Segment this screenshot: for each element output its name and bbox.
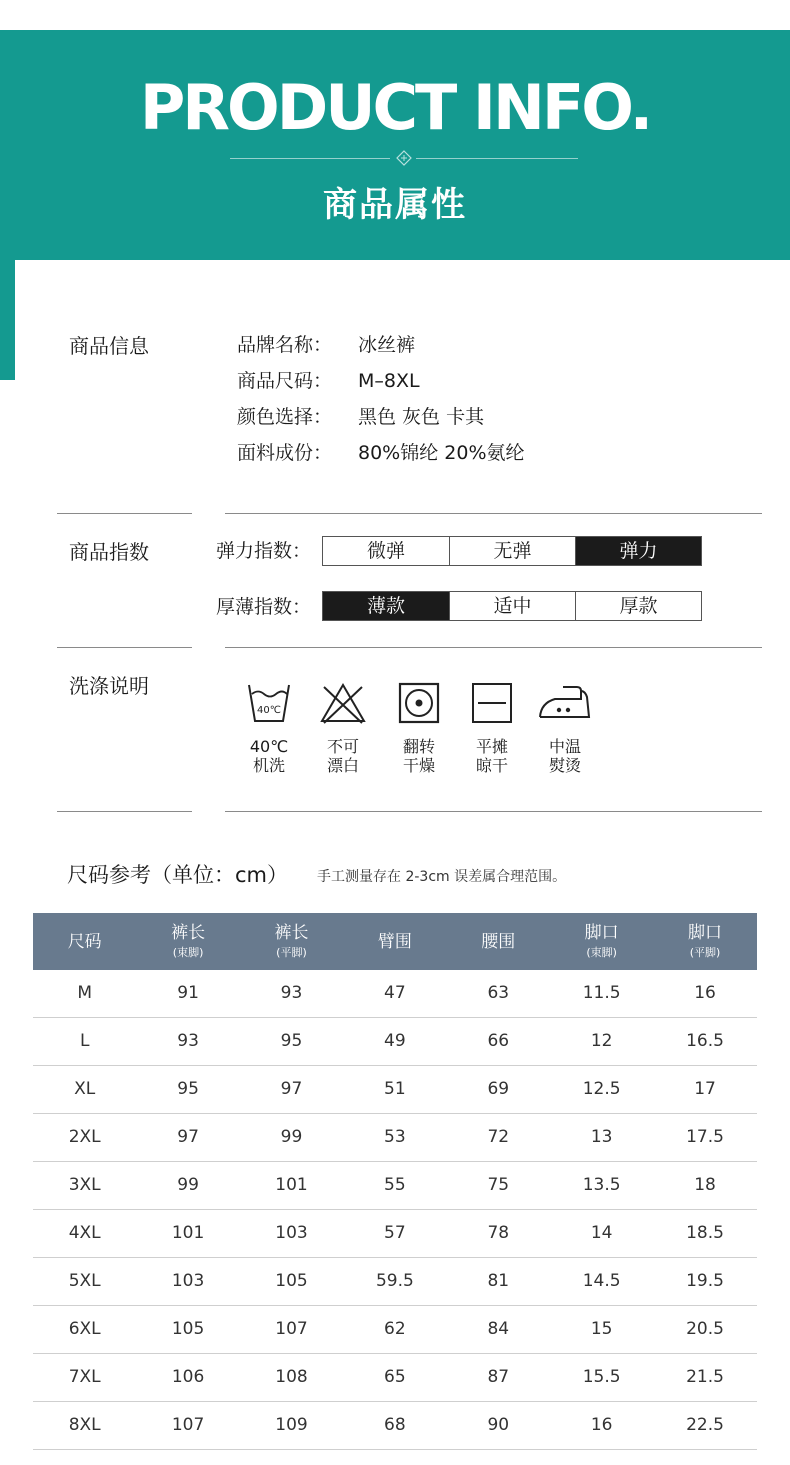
table-cell: 75: [487, 1175, 510, 1195]
header-sublabel: (平脚): [276, 946, 307, 959]
product-info-key: 品牌名称：: [237, 334, 333, 356]
table-header-cell: [653, 913, 756, 970]
divider: [225, 811, 762, 812]
table-cell: 78: [487, 1223, 510, 1243]
wash-instruction-item: 不可 漂白: [313, 681, 373, 775]
table-row: [33, 1162, 757, 1210]
table-row: [33, 1018, 757, 1066]
elasticity-option: 无弹: [449, 537, 575, 565]
header-label: 脚口: [584, 923, 619, 943]
table-cell: 109: [275, 1415, 308, 1435]
table-cell: 2XL: [68, 1127, 101, 1147]
table-cell: 99: [280, 1127, 303, 1147]
product-info-value: 80%锦纶 20%氨纶: [358, 442, 525, 464]
size-table-header: [33, 913, 757, 970]
thickness-index-label: 厚薄指数：: [216, 596, 312, 618]
table-row: [33, 1354, 757, 1402]
wash-instruction-item: 中温 熨烫: [535, 681, 595, 775]
elasticity-option: 弹力: [575, 537, 701, 565]
table-cell: 93: [177, 1031, 199, 1051]
table-cell: 19.5: [686, 1271, 724, 1291]
table-cell: 72: [487, 1127, 510, 1147]
header-sublabel: (束脚): [172, 946, 204, 959]
banner-subtitle: 商品属性: [323, 185, 467, 225]
section-label-washing: 洗涤说明: [69, 674, 149, 698]
no-bleach-icon: [318, 681, 368, 725]
product-info-key: 颜色选择：: [237, 406, 333, 428]
table-cell: 12.5: [582, 1079, 621, 1099]
wash-instruction-item: 平摊 晾干: [462, 681, 522, 775]
table-cell: 87: [487, 1367, 510, 1387]
table-cell: 47: [384, 983, 406, 1003]
table-cell: 97: [177, 1127, 199, 1147]
table-cell: 53: [384, 1127, 406, 1147]
table-cell: 4XL: [68, 1223, 101, 1243]
header-label: 腰围: [481, 931, 516, 952]
thickness-option: 厚款: [575, 592, 701, 620]
table-cell: 105: [171, 1319, 205, 1339]
table-cell: XL: [74, 1079, 96, 1099]
table-cell: 49: [384, 1031, 406, 1051]
table-row: [33, 1114, 757, 1162]
size-chart-note: 手工测量存在 2-3cm 误差属合理范围。: [317, 869, 567, 885]
table-cell: 59.5: [375, 1271, 414, 1291]
table-cell: 93: [280, 983, 303, 1003]
header-label: 臂围: [377, 931, 412, 952]
table-cell: 14.5: [582, 1271, 621, 1291]
header-label: 脚口: [688, 923, 723, 943]
wash-instruction-item: 翻转 干燥: [389, 681, 449, 775]
divider: [225, 647, 762, 648]
table-cell: 13.5: [582, 1175, 621, 1195]
table-cell: M: [77, 983, 93, 1003]
product-info-row: [237, 369, 687, 393]
table-header-cell: [550, 913, 653, 970]
table-row: [33, 1306, 757, 1354]
table-header-cell: [33, 913, 136, 970]
product-info-key: 面料成份：: [237, 442, 333, 464]
table-cell: 12: [590, 1031, 613, 1051]
wash-instruction-item: 40℃ 40℃ 机洗: [239, 681, 299, 775]
divider: [57, 647, 192, 648]
table-row: [33, 970, 757, 1018]
table-cell: 69: [487, 1079, 510, 1099]
thickness-option: 适中: [449, 592, 575, 620]
table-cell: 11.5: [582, 983, 621, 1003]
table-cell: 65: [384, 1367, 406, 1387]
table-cell: 97: [280, 1079, 303, 1099]
table-cell: 62: [384, 1319, 406, 1339]
table-cell: 13: [590, 1127, 613, 1147]
divider: [225, 513, 762, 514]
table-row: [33, 1210, 757, 1258]
table-cell: 103: [171, 1271, 205, 1291]
table-cell: 108: [275, 1367, 308, 1387]
table-cell: 18: [694, 1175, 716, 1195]
table-cell: 5XL: [68, 1271, 101, 1291]
table-cell: 101: [171, 1223, 205, 1243]
table-cell: 14: [590, 1223, 613, 1243]
wash-40c-icon: [246, 681, 292, 725]
thickness-option: 薄款: [323, 592, 449, 620]
header-sublabel: (束脚): [586, 946, 617, 959]
table-cell: 107: [171, 1415, 205, 1435]
product-info-key: 商品尺码：: [237, 370, 333, 392]
table-header-cell: [240, 913, 343, 970]
table-cell: 68: [384, 1415, 406, 1435]
table-cell: 6XL: [68, 1319, 101, 1339]
table-cell: 51: [384, 1079, 406, 1099]
table-cell: 63: [487, 983, 510, 1003]
dry-flat-icon: [470, 681, 514, 725]
table-cell: 95: [177, 1079, 199, 1099]
size-table: [33, 913, 757, 1450]
table-cell: 16: [694, 983, 716, 1003]
table-cell: 66: [487, 1031, 510, 1051]
product-info-row: [237, 441, 687, 465]
table-cell: 16: [590, 1415, 613, 1435]
size-table-body: [33, 970, 757, 1450]
elasticity-option: 微弹: [366, 540, 405, 562]
table-row: [33, 1402, 757, 1450]
banner-divider-left: [230, 158, 390, 159]
table-cell: 103: [275, 1223, 308, 1243]
table-cell: 91: [177, 983, 199, 1003]
table-cell: 16.5: [686, 1031, 724, 1051]
table-cell: 95: [280, 1031, 303, 1051]
svg-text:40℃: 40℃: [257, 705, 281, 716]
table-cell: 84: [487, 1319, 510, 1339]
banner-title: PRODUCT INFO.: [139, 71, 651, 144]
table-cell: 21.5: [686, 1367, 724, 1387]
table-row: [33, 1258, 757, 1306]
product-info-value: 冰丝裤: [358, 334, 416, 356]
tumble-dry-icon: [397, 681, 441, 725]
table-row: [33, 1066, 757, 1114]
elasticity-index-scale: [322, 536, 702, 566]
header-label: 裤长: [274, 923, 309, 943]
product-info-value: M–8XL: [358, 370, 420, 392]
product-info-row: [237, 333, 687, 357]
section-label-indices: 商品指数: [69, 540, 149, 564]
table-cell: 17.5: [686, 1127, 724, 1147]
size-chart-title: 尺码参考（单位：cm）: [67, 863, 289, 887]
header-label: 裤长: [171, 923, 206, 943]
header-sublabel: (平脚): [689, 946, 721, 959]
iron-medium-icon: [537, 681, 593, 725]
table-cell: 55: [384, 1175, 406, 1195]
table-cell: 15.5: [582, 1367, 621, 1387]
table-header-cell: [343, 913, 446, 970]
table-cell: 7XL: [68, 1367, 101, 1387]
banner-divider-right: [416, 158, 578, 159]
table-cell: 101: [275, 1175, 308, 1195]
elasticity-index-label: 弹力指数：: [216, 540, 312, 562]
table-cell: 17: [694, 1079, 716, 1099]
table-cell: 90: [487, 1415, 510, 1435]
section-label-product-info: 商品信息: [69, 334, 149, 358]
table-cell: 18.5: [686, 1223, 724, 1243]
table-cell: 106: [171, 1367, 205, 1387]
table-cell: 22.5: [686, 1415, 724, 1435]
table-cell: 8XL: [68, 1415, 101, 1435]
table-cell: 3XL: [68, 1175, 101, 1195]
product-info-row: [237, 405, 687, 429]
header-label: 尺码: [67, 931, 102, 952]
table-cell: 20.5: [686, 1319, 724, 1339]
thickness-index-scale: [322, 591, 702, 621]
table-cell: 107: [275, 1319, 308, 1339]
table-cell: 57: [384, 1223, 406, 1243]
table-header-cell: [136, 913, 239, 970]
table-cell: 99: [177, 1175, 199, 1195]
table-cell: 15: [590, 1319, 613, 1339]
banner-accent-bar: [0, 260, 15, 380]
divider: [57, 513, 192, 514]
diamond-icon: [396, 150, 412, 166]
product-info-value: 黑色 灰色 卡其: [358, 406, 485, 428]
table-cell: 81: [487, 1271, 510, 1291]
table-cell: L: [79, 1031, 90, 1051]
table-cell: 105: [275, 1271, 308, 1291]
table-header-cell: [447, 913, 550, 970]
divider: [57, 811, 192, 812]
